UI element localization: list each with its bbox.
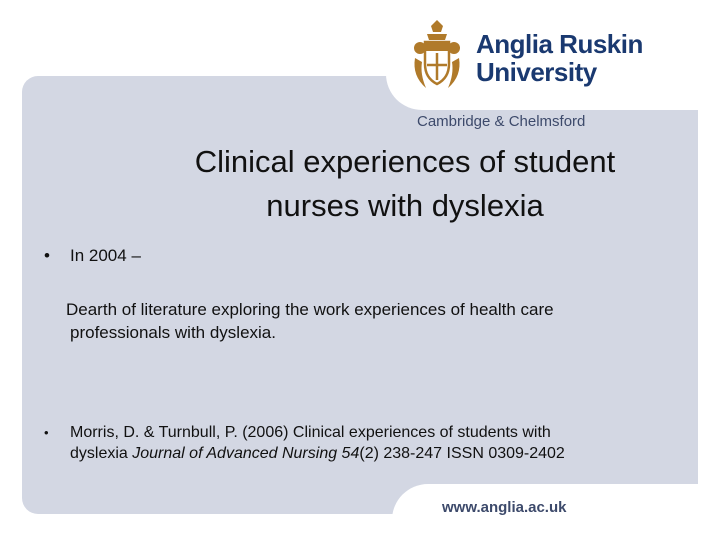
bullet-marker: •	[44, 425, 49, 440]
university-name-line2: University	[476, 57, 597, 87]
footer-url[interactable]: www.anglia.ac.uk	[442, 499, 567, 516]
reference-journal: Journal of Advanced Nursing 54	[132, 445, 360, 462]
slide-title-line1: Clinical experiences of student	[194, 144, 616, 179]
slide-title	[80, 140, 720, 228]
bullet-marker: •	[44, 246, 50, 265]
body-paragraph	[66, 298, 666, 344]
campus-label: Cambridge & Chelmsford	[417, 113, 586, 130]
university-name	[476, 30, 643, 86]
university-name-line1: Anglia Ruskin	[476, 29, 643, 59]
bullet-text-year: In 2004 –	[70, 246, 141, 265]
body-paragraph-line1: Dearth of literature exploring the work experiences of health care	[66, 300, 554, 319]
slide-title-line2: nurses with dyslexia	[266, 188, 544, 223]
reference-part1: Morris, D. & Turnbull, P. (2006) Clinical experiences of students with	[70, 424, 551, 441]
body-paragraph-line2: professionals with dyslexia.	[70, 323, 276, 342]
reference-part3: (2) 238-247 ISSN 0309-2402	[359, 445, 565, 462]
reference-part2: dyslexia	[70, 445, 133, 462]
reference-citation	[70, 422, 670, 464]
university-crest-icon	[410, 18, 464, 92]
